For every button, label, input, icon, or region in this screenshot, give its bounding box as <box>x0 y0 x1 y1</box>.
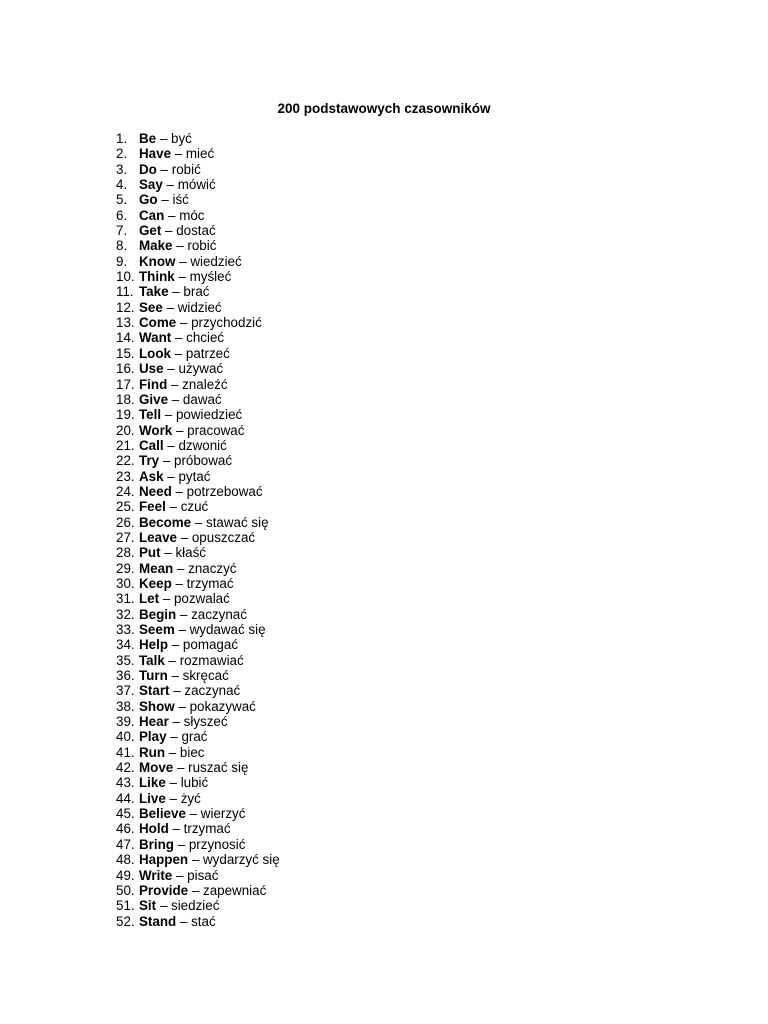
verb-list-item <box>116 653 280 668</box>
verb-list-item <box>116 791 280 806</box>
verb-number: 34. <box>116 637 135 653</box>
verb-separator: – <box>172 238 188 254</box>
verb-number: 51. <box>116 898 135 914</box>
verb-number: 8. <box>116 238 128 254</box>
verb-number: 31. <box>116 591 135 607</box>
verb-separator: – <box>164 652 180 668</box>
verb-list-item <box>116 146 280 161</box>
verb-list-item <box>116 591 280 606</box>
verb-polish: znaleźć <box>182 376 228 392</box>
verb-list-item <box>116 622 280 637</box>
verb-polish: rozmawiać <box>179 652 244 668</box>
verb-list-item <box>116 898 280 913</box>
verb-number: 2. <box>116 146 128 162</box>
verb-polish: czuć <box>180 499 209 515</box>
verb-english: Seem <box>139 622 175 637</box>
verb-number: 18. <box>116 391 135 407</box>
verb-polish: zaczynać <box>191 606 247 622</box>
verb-english: Move <box>139 760 174 776</box>
verb-number: 29. <box>116 560 135 576</box>
verb-list-item <box>116 852 280 867</box>
verb-english: Play <box>139 729 167 745</box>
verb-separator: – <box>169 683 185 699</box>
verb-number: 21. <box>116 437 135 453</box>
verb-polish: dzwonić <box>178 437 227 453</box>
verb-list-item <box>116 515 280 530</box>
verb-list-item <box>116 914 280 929</box>
verb-number: 24. <box>116 483 135 499</box>
verb-number: 23. <box>116 468 135 484</box>
verb-polish: stawać się <box>206 514 269 530</box>
verb-polish: pytać <box>178 468 211 484</box>
verb-separator: – <box>167 668 183 684</box>
verb-list-item <box>116 607 280 622</box>
verb-english: Call <box>139 437 164 453</box>
verb-number: 3. <box>116 161 128 177</box>
verb-separator: – <box>160 545 176 561</box>
verb-list-item <box>116 576 280 591</box>
verb-list-item <box>116 192 280 207</box>
verb-english: Do <box>139 161 157 177</box>
verb-list-item <box>116 162 280 177</box>
verb-english: Find <box>139 376 168 392</box>
verb-number: 22. <box>116 453 135 469</box>
verb-number: 38. <box>116 698 135 714</box>
verb-separator: – <box>168 391 183 407</box>
verb-separator: – <box>171 575 187 591</box>
verb-separator: – <box>188 882 204 898</box>
verb-number: 35. <box>116 652 135 668</box>
verb-list-item <box>116 821 280 836</box>
verb-list-item <box>116 346 280 361</box>
verb-english: Need <box>139 483 172 499</box>
verb-separator: – <box>162 299 178 315</box>
verb-separator: – <box>164 207 180 223</box>
verb-english: Sit <box>139 898 157 914</box>
verb-separator: – <box>163 437 179 453</box>
verb-list-item <box>116 714 280 729</box>
verb-list-item <box>116 484 280 499</box>
verb-number: 45. <box>116 806 135 822</box>
verb-number: 44. <box>116 790 135 806</box>
verb-number: 48. <box>116 852 135 868</box>
verb-separator: – <box>165 744 180 760</box>
verb-list-item <box>116 423 280 438</box>
verb-number: 25. <box>116 499 135 515</box>
verb-polish: przychodzić <box>191 315 262 331</box>
verb-separator: – <box>176 529 192 545</box>
verb-english: Tell <box>139 407 162 423</box>
verb-list-item <box>116 392 280 407</box>
verb-polish: dawać <box>182 391 222 407</box>
verb-list-item <box>116 469 280 484</box>
verb-english: Let <box>139 591 160 607</box>
verb-separator: – <box>174 698 190 714</box>
verb-number: 4. <box>116 177 128 193</box>
verb-number: 6. <box>116 207 128 223</box>
verb-number: 28. <box>116 545 135 561</box>
verb-separator: – <box>176 315 192 331</box>
verb-polish: być <box>171 131 192 146</box>
verb-number: 10. <box>116 269 135 285</box>
verb-number: 13. <box>116 315 135 331</box>
verb-polish: lubić <box>180 775 209 791</box>
verb-english: Feel <box>139 499 166 515</box>
verb-list-item <box>116 438 280 453</box>
verb-list-item <box>116 699 280 714</box>
verb-polish: używać <box>178 361 224 377</box>
verb-english: Want <box>139 330 172 346</box>
verb-polish: zaczynać <box>184 683 241 699</box>
verb-separator: – <box>171 483 187 499</box>
verb-number: 46. <box>116 821 135 837</box>
verb-polish: zapewniać <box>203 882 267 898</box>
verb-number: 20. <box>116 422 135 438</box>
verb-number: 32. <box>116 606 135 622</box>
verb-english: Come <box>139 315 177 331</box>
verb-separator: – <box>161 407 176 423</box>
verb-number: 11. <box>116 284 134 300</box>
verb-english: Run <box>139 744 166 760</box>
verb-separator: – <box>159 591 174 607</box>
verb-polish: powiedzieć <box>175 407 243 423</box>
verb-polish: znaczyć <box>188 560 237 576</box>
verb-list-item <box>116 868 280 883</box>
verb-list-item <box>116 760 280 775</box>
verb-polish: widzieć <box>177 299 222 315</box>
verb-english: Turn <box>139 668 168 684</box>
verb-separator: – <box>165 790 181 806</box>
verb-english: Mean <box>139 560 174 576</box>
verb-separator: – <box>159 453 174 469</box>
verb-polish: grać <box>181 729 208 745</box>
verb-polish: pisać <box>187 867 219 883</box>
verb-separator: – <box>176 606 192 622</box>
verb-list <box>116 131 280 929</box>
verb-english: Go <box>139 192 158 208</box>
verb-number: 15. <box>116 345 135 361</box>
verb-polish: próbować <box>174 453 233 469</box>
verb-number: 12. <box>116 299 135 315</box>
verb-list-item <box>116 745 280 760</box>
verb-english: Give <box>139 391 169 407</box>
verb-polish: pracować <box>187 422 245 438</box>
verb-list-item <box>116 806 280 821</box>
verb-number: 7. <box>116 223 128 239</box>
verb-english: Show <box>139 698 175 714</box>
verb-english: Start <box>139 683 170 699</box>
verb-list-item <box>116 208 280 223</box>
verb-polish: trzymać <box>186 575 234 591</box>
verb-separator: – <box>168 637 183 653</box>
verb-english: Help <box>139 637 169 653</box>
verb-number: 27. <box>116 529 135 545</box>
verb-polish: mieć <box>185 146 215 162</box>
verb-english: Ask <box>139 468 164 484</box>
verb-polish: brać <box>183 284 210 300</box>
verb-list-item <box>116 453 280 468</box>
verb-polish: wydarzyć się <box>203 852 280 868</box>
verb-list-item <box>116 530 280 545</box>
verb-separator: – <box>173 836 189 852</box>
verb-number: 17. <box>116 376 135 392</box>
verb-english: Hear <box>139 714 169 730</box>
verb-english: Keep <box>139 575 172 591</box>
verb-list-item <box>116 499 280 514</box>
verb-english: Know <box>139 253 176 269</box>
verb-english: Get <box>139 223 162 239</box>
verb-english: Can <box>139 207 165 223</box>
verb-separator: – <box>166 729 182 745</box>
verb-english: Make <box>139 238 173 254</box>
verb-separator: – <box>163 361 179 377</box>
verb-english: Believe <box>139 806 186 822</box>
verb-english: Bring <box>139 836 174 852</box>
verb-english: Take <box>139 284 169 300</box>
verb-english: Begin <box>139 606 177 622</box>
verb-list-item <box>116 361 280 376</box>
verb-polish: ruszać się <box>188 760 249 776</box>
verb-polish: iść <box>172 192 189 208</box>
verb-number: 14. <box>116 330 135 346</box>
verb-english: Put <box>139 545 161 561</box>
verb-separator: – <box>171 146 186 162</box>
verb-list-item <box>116 315 280 330</box>
verb-english: Be <box>139 131 157 146</box>
verb-number: 40. <box>116 729 135 745</box>
verb-list-item <box>116 883 280 898</box>
verb-polish: patrzeć <box>185 345 230 361</box>
verb-list-item <box>116 561 280 576</box>
verb-separator: – <box>156 131 172 146</box>
verb-separator: – <box>176 913 192 929</box>
verb-separator: – <box>156 898 172 914</box>
verb-number: 19. <box>116 407 135 423</box>
verb-english: Become <box>139 514 192 530</box>
verb-polish: opuszczać <box>191 529 256 545</box>
verb-english: Say <box>139 177 163 193</box>
verb-list-item <box>116 837 280 852</box>
verb-separator: – <box>174 622 190 637</box>
verb-separator: – <box>168 284 184 300</box>
verb-polish: myśleć <box>189 269 232 285</box>
verb-polish: dostać <box>176 223 216 239</box>
verb-polish: żyć <box>180 790 201 806</box>
verb-polish: trzymać <box>183 821 231 837</box>
verb-number: 1. <box>116 131 128 146</box>
verb-polish: skręcać <box>182 668 229 684</box>
verb-separator: – <box>171 330 187 346</box>
verb-separator: – <box>191 514 206 530</box>
verb-english: Leave <box>139 529 177 545</box>
verb-polish: chcieć <box>186 330 225 346</box>
verb-list-item <box>116 300 280 315</box>
verb-polish: robić <box>171 161 201 177</box>
verb-separator: – <box>157 192 173 208</box>
verb-list-item <box>116 238 280 253</box>
verb-english: Happen <box>139 852 189 868</box>
verb-number: 52. <box>116 913 135 929</box>
verb-polish: robić <box>187 238 217 254</box>
verb-polish: pozwalać <box>173 591 230 607</box>
verb-polish: mówić <box>177 177 216 193</box>
verb-number: 33. <box>116 622 135 637</box>
verb-list-item <box>116 668 280 683</box>
verb-english: See <box>139 299 163 315</box>
verb-polish: potrzebować <box>186 483 263 499</box>
verb-english: Hold <box>139 821 169 837</box>
verb-polish: pomagać <box>182 637 239 653</box>
verb-separator: – <box>185 806 201 822</box>
verb-english: Look <box>139 345 171 361</box>
verb-list-item <box>116 131 280 146</box>
verb-number: 5. <box>116 192 128 208</box>
verb-separator: – <box>168 714 184 730</box>
verb-separator: – <box>162 177 178 193</box>
verb-list-item <box>116 683 280 698</box>
verb-number: 50. <box>116 882 135 898</box>
verb-separator: – <box>171 345 186 361</box>
verb-number: 36. <box>116 668 135 684</box>
document-title: 200 podstawowych czasowników <box>277 101 491 116</box>
verb-english: Work <box>139 422 173 438</box>
verb-english: Write <box>139 867 173 883</box>
verb-polish: wydawać się <box>189 622 266 637</box>
verb-english: Provide <box>139 882 189 898</box>
verb-list-item <box>116 223 280 238</box>
verb-polish: przynosić <box>188 836 246 852</box>
verb-polish: biec <box>179 744 205 760</box>
verb-number: 41. <box>116 744 135 760</box>
verb-separator: – <box>163 468 179 484</box>
verb-list-item <box>116 545 280 560</box>
verb-list-item <box>116 729 280 744</box>
verb-english: Stand <box>139 913 177 929</box>
verb-separator: – <box>161 223 177 239</box>
verb-number: 26. <box>116 514 135 530</box>
verb-english: Try <box>139 453 160 469</box>
verb-separator: – <box>172 422 188 438</box>
verb-polish: słyszeć <box>183 714 228 730</box>
verb-list-item <box>116 637 280 652</box>
verb-list-item <box>116 284 280 299</box>
verb-polish: stać <box>191 913 216 929</box>
verb-english: Think <box>139 269 175 285</box>
verb-english: Talk <box>139 652 165 668</box>
verb-separator: – <box>172 867 188 883</box>
verb-list-item <box>116 269 280 284</box>
verb-number: 37. <box>116 683 135 699</box>
verb-list-item <box>116 775 280 790</box>
verb-number: 39. <box>116 714 135 730</box>
verb-number: 30. <box>116 575 135 591</box>
verb-separator: – <box>188 852 203 868</box>
verb-number: 43. <box>116 775 135 791</box>
verb-list-item <box>116 377 280 392</box>
verb-separator: – <box>156 161 172 177</box>
verb-separator: – <box>175 253 191 269</box>
verb-number: 42. <box>116 760 135 776</box>
verb-polish: siedzieć <box>171 898 220 914</box>
verb-polish: wiedzieć <box>190 253 242 269</box>
verb-polish: wierzyć <box>200 806 246 822</box>
verb-list-item <box>116 254 280 269</box>
verb-english: Have <box>139 146 172 162</box>
verb-polish: móc <box>179 207 205 223</box>
verb-polish: kłaść <box>175 545 206 561</box>
verb-list-item <box>116 330 280 345</box>
verb-separator: – <box>168 821 184 837</box>
verb-english: Live <box>139 790 166 806</box>
verb-number: 49. <box>116 867 135 883</box>
verb-list-item <box>116 177 280 192</box>
verb-separator: – <box>173 560 189 576</box>
verb-number: 47. <box>116 836 135 852</box>
verb-english: Like <box>139 775 166 791</box>
verb-separator: – <box>167 376 183 392</box>
verb-english: Use <box>139 361 164 377</box>
verb-list-item <box>116 407 280 422</box>
verb-separator: – <box>165 499 181 515</box>
verb-polish: pokazywać <box>189 698 256 714</box>
verb-separator: – <box>165 775 181 791</box>
verb-separator: – <box>173 760 189 776</box>
verb-number: 16. <box>116 361 135 377</box>
verb-number: 9. <box>116 253 128 269</box>
verb-separator: – <box>174 269 190 285</box>
